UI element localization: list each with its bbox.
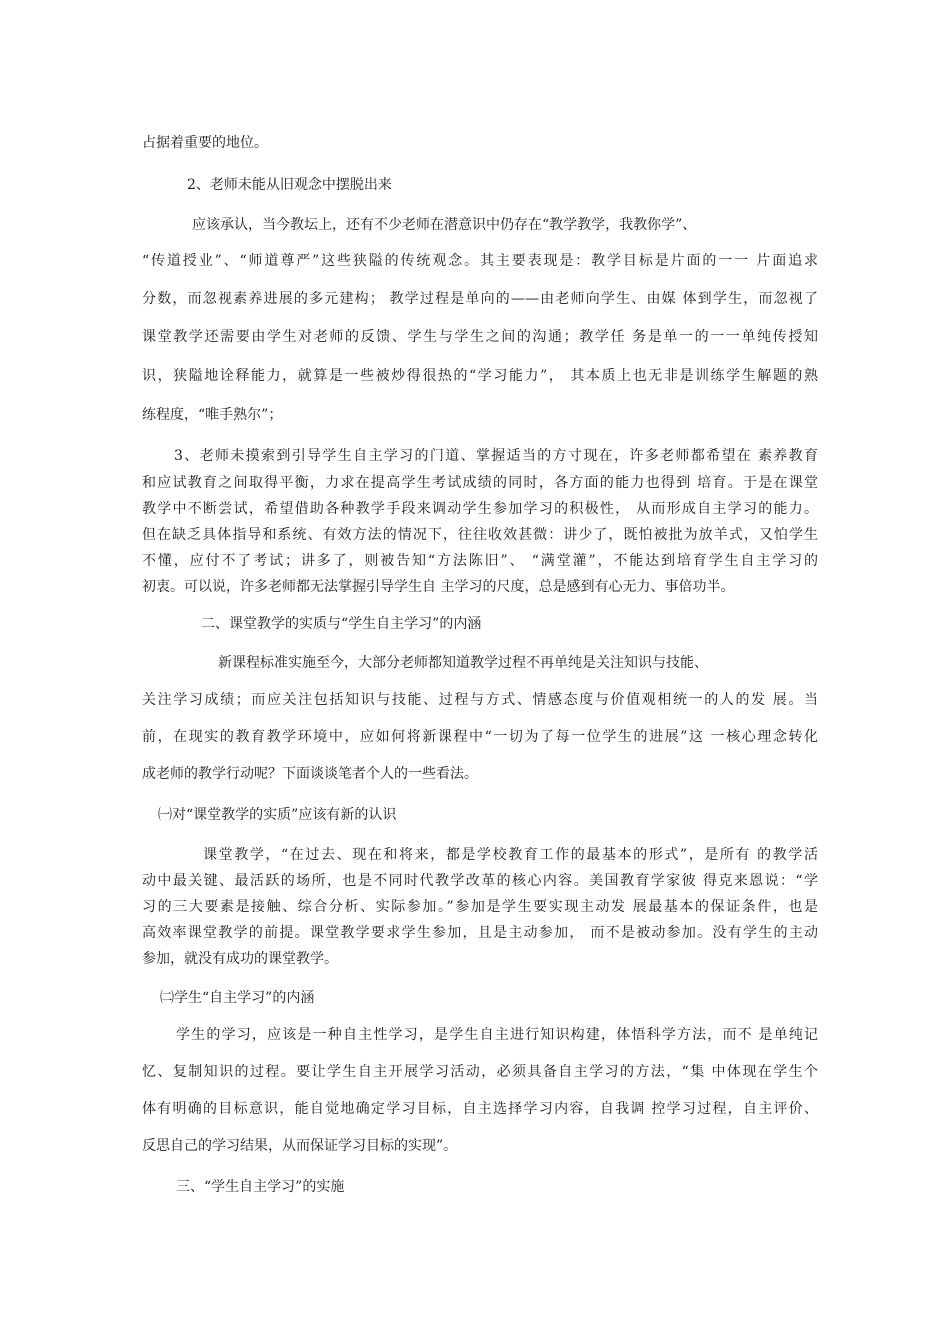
section-heading: 三、“学生自主学习”的实施 — [176, 1179, 345, 1195]
text-line: 和应试教育之间取得平衡，力求在提高学生考试成绩的同时，各方面的能力也得到 培育。于是在课堂 — [142, 475, 818, 491]
text-line: 学生的学习，应该是一种自主性学习，是学生自主进行知识构建，体悟科学方法，而不 是单纯记 — [176, 1027, 818, 1043]
text-line: 成老师的教学行动呢？下面谈谈笔者个人的一些看法。 — [142, 766, 478, 782]
text-line: 教学中不断尝试，希望借助各种教学手段来调动学生参加学习的积极性， 从而形成自主学习的能力。 — [142, 501, 818, 517]
text-line: 新课程标准实施至今，大部分老师都知道教学过程不再单纯是关注知识与技能、 — [218, 655, 708, 671]
text-line: 初衷。可以说，许多老师都无法掌握引导学生自 主学习的尺度，总是感到有心无力、事倍功半。 — [142, 579, 735, 595]
text-line: 课堂教学还需要由学生对老师的反馈、学生与学生之间的沟通；教学任 务是单一的一一单纯传授知 — [142, 329, 818, 345]
text-line: 练程度，“唯手熟尔”； — [142, 407, 283, 423]
text-line: 习的三大要素是接触、综合分析、实际参加。”参加是学生要实现主动发 展最基本的保证条件，也是 — [142, 899, 818, 915]
section-heading: 2、老师未能从旧观念中摆脱出来 — [187, 177, 392, 193]
section-heading: 3、老师未摸索到引导学生自主学习的门道、掌握适当的方寸现在，许多老师都希望在 素养教育 — [174, 448, 818, 464]
text-line: 分数，而忽视素养进展的多元建构； 教学过程是单向的——由老师向学生、由媒 体到学生，而忽视了 — [142, 291, 818, 307]
text-line: 不懂，应付不了考试；讲多了，则被告知“方法陈旧”、 “满堂灌”，不能达到培育学生自主学习的 — [142, 553, 818, 569]
text-line: 体有明确的目标意识，能自觉地确定学习目标，自主选择学习内容，自我调 控学习过程，自主评价、 — [142, 1101, 818, 1117]
text-line: 参加，就没有成功的课堂教学。 — [142, 951, 338, 967]
text-line: 但在缺乏具体指导和系统、有效方法的情况下，往往收效甚微：讲少了，既怕被批为放羊式，又怕学生 — [142, 527, 818, 543]
text-line: 关注学习成绩；而应关注包括知识与技能、过程与方式、情感态度与价值观相统一的人的发 展。当 — [142, 692, 818, 708]
text-line: 识，狭隘地诠释能力，就算是一些被炒得很热的“学习能力”， 其本质上也无非是训练学生解题的熟 — [142, 368, 818, 384]
section-heading: ㈠对“课堂教学的实质”应该有新的认识 — [158, 807, 397, 823]
text-line: 课堂教学，“在过去、现在和将来，都是学校教育工作的最基本的形式”，是所有 的教学活 — [203, 847, 818, 863]
section-heading: ㈡学生“自主学习”的内涵 — [160, 990, 315, 1006]
text-line: 忆、复制知识的过程。要让学生自主开展学习活动，必须具备自主学习的方法，“集 中体现在学生个 — [142, 1064, 818, 1080]
text-line: 应该承认，当今教坛上，还有不少老师在潜意识中仍存在“教学教学，我教你学”、 — [192, 217, 697, 233]
text-line: 前，在现实的教育教学环境中，应如何将新课程中“一切为了每一位学生的进展”这 一核心理念转化 — [142, 729, 818, 745]
text-line: 反思自己的学习结果，从而保证学习目标的实现”。 — [142, 1138, 458, 1154]
section-heading: 二、课堂教学的实质与“学生自主学习”的内涵 — [201, 616, 482, 632]
text-line: 动中最关键、最活跃的场所，也是不同时代教学改革的核心内容。美国教育学家彼 得克来恩说：“学 — [142, 873, 818, 889]
text-line: 高效率课堂教学的前提。课堂教学要求学生参加，且是主动参加， 而不是被动参加。没有学生的主动 — [142, 925, 818, 941]
text-line: “传道授业”、“师道尊严”这些狭隘的传统观念。其主要表现是：教学目标是片面的一一 片面追求 — [142, 253, 818, 269]
text-line: 占据着重要的地位。 — [142, 135, 268, 151]
